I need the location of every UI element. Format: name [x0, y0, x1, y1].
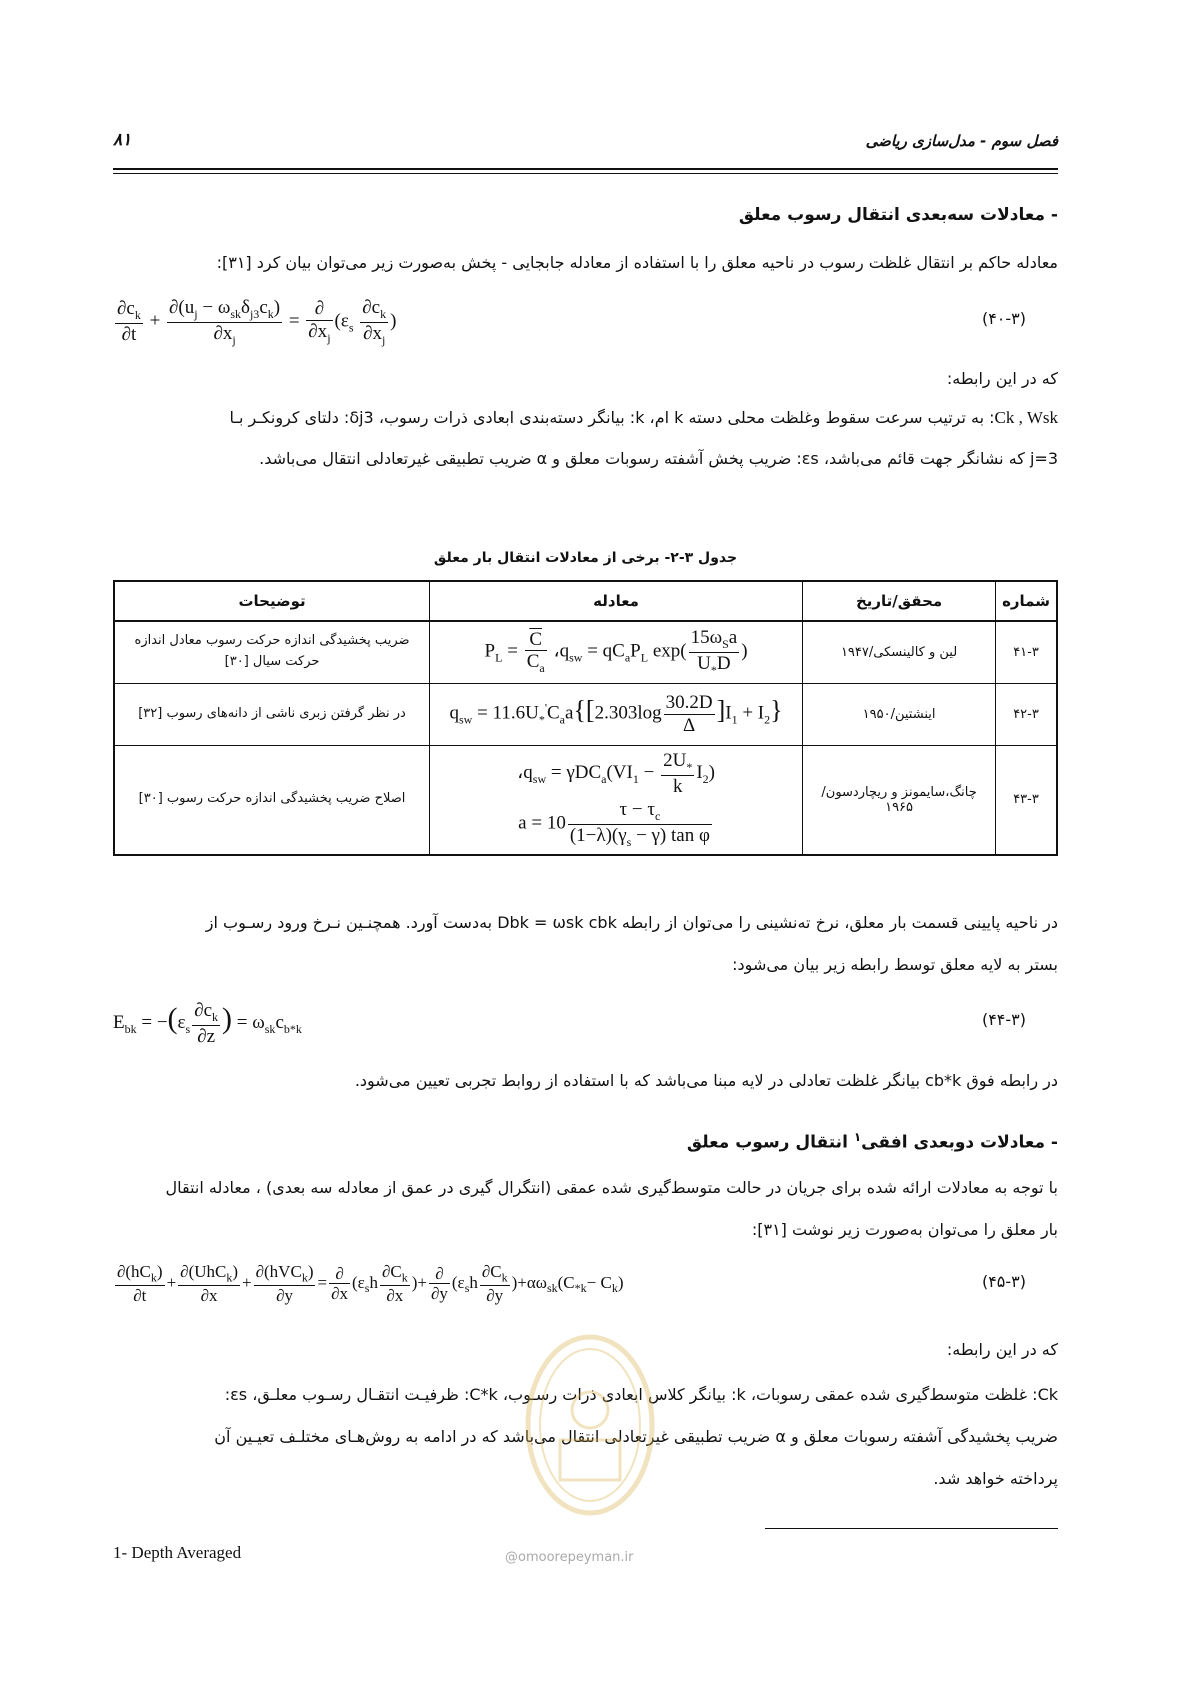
definition-symbols: Ck , Wsk	[994, 408, 1058, 427]
row-description: اصلاح ضریب پخشیدگی اندازه حرکت رسوب [۳۰]	[114, 745, 430, 855]
para2-line1: در ناحیه پایینی قسمت بار معلق، نرخ ته‌نشینی را می‌توان از رابطه Dbk = ωsk cbk به‌دست آورد. همچنـین نـرخ ورود رسـوب از	[205, 913, 1058, 932]
row-equation	[430, 683, 803, 745]
column-header: محقق/تاریخ	[803, 581, 996, 621]
table-caption: جدول ۳-۲- برخی از معادلات انتقال بار معلق	[433, 550, 738, 566]
row-description: ضریب پخشیدگی اندازه حرکت رسوب معادل اندازه حرکت سیال [۳۰]	[114, 621, 430, 683]
footnote: 1- Depth Averaged	[113, 1543, 242, 1562]
running-head	[113, 128, 1058, 170]
where-label-2: که در این رابطه:	[946, 1340, 1058, 1359]
section2-def-line1: Ck: غلظت متوسط‌گیری شده عمقی رسوبات، k: بیانگر کلاس ابعادی ذرات رسـوب، C*k: ظرفیـت انتقـال رسـوب معلـق، εs:	[224, 1385, 1058, 1404]
equation-45-3-body: $\frac{\partial(hC_k)}{\partial t}$ + $\frac{\partial(UhC_k)}{\partial x}$ + $\frac{\partial(hVC_k)}{\partial y}$ = $\frac{\partial}{\partial x}$ ($\varepsilon_sh$ $\frac{\partial C_k}{\partial x}$ )+ $\frac{\partial}{\partial y}$ ($\varepsilon_sh$ $\frac{\partial C_k}{\partial y}$ )$+\alpha\omega_{sk}(C_{*k}- C_k)$	[117, 1262, 624, 1306]
page-number: ۸۱	[113, 130, 132, 150]
table-row	[114, 745, 1057, 855]
equation-43-3-a: a = 10 $\frac{\tau - \tau_c}{(1-\lambda)(\gamma_s - \gamma) \tan \varphi}$	[518, 799, 710, 849]
footnote-marker: ۱	[853, 1130, 862, 1144]
row-equation	[430, 621, 803, 683]
section2-intro-line2: بار معلق را می‌توان به‌صورت زیر نوشت [۳۱]:	[751, 1220, 1058, 1239]
equation-40-3-body: $\frac{\partial c_k}{\partial t}$ + $\frac{\partial(u_j - \omega_{sk}\delta_{j3}c_k)}{\partial x_j}$ = $\frac{\partial}{\partial x_j}$ ($\varepsilon_s$ $\frac{\partial c_k}{\partial x_j}$ )	[117, 297, 397, 347]
table-header-row	[114, 581, 1057, 621]
row-equation	[430, 745, 803, 855]
section2-intro-line1: با توجه به معادلات ارائه شده برای جریان در حالت متوسط‌گیری شده عمقی (انتگرال گیری در عمق از معادله سه بعدی) ، معادله انتقال	[165, 1178, 1058, 1197]
equations-table	[113, 580, 1058, 856]
para2-line2: بستر به لایه معلق توسط رابطه زیر بیان می‌شود:	[732, 955, 1058, 974]
equation-number: (۴۴-۳)	[981, 1010, 1026, 1029]
equation-42-3: $q_{sw} = 11.6U_*'C_aa\{[2.303\log$ $\frac{30.2D}{\Delta}$ ]$I_1 + I_2$}	[449, 691, 783, 736]
equation-43-3: $،q_{sw} = \gamma DC_a(VI_1$ − $\frac{2U_*}{k}$ $I_2$)	[517, 749, 715, 797]
section2-def-line3: پرداخته خواهد شد.	[933, 1469, 1058, 1488]
equation-40-3	[113, 297, 1058, 357]
row-author: لین و کالینسکی/۱۹۴۷	[803, 621, 996, 683]
equation-45-3	[113, 1262, 1058, 1322]
equation-44-3	[113, 1000, 1058, 1060]
section-heading-3d: - معادلات سه‌بعدی انتقال رسوب معلق	[738, 205, 1058, 225]
section2-heading-text: - معادلات دوبعدی افقی	[861, 1132, 1058, 1153]
row-description: در نظر گرفتن زبری ناشی از دانه‌های رسوب [۳۲]	[114, 683, 430, 745]
row-author: اینشتین/۱۹۵۰	[803, 683, 996, 745]
column-header: توضیحات	[114, 581, 430, 621]
watermark-url: @omoorepeyman.ir	[505, 1550, 634, 1565]
where-label: که در این رابطه:	[946, 369, 1058, 388]
column-header: شماره	[996, 581, 1057, 621]
equation-number: (۴۰-۳)	[981, 309, 1026, 328]
equation-number: (۴۵-۳)	[981, 1272, 1026, 1291]
running-title: فصل سوم - مدل‌سازی ریاضی	[865, 132, 1058, 150]
definition-line-2: j=3 که نشانگر جهت قائم می‌باشد، εs: ضریب پخش آشفته رسوبات معلق و α ضریب تطبیقی غیرتعادلی انتقال می‌باشد.	[259, 449, 1058, 468]
equation-41-3: $P_L$ = $\frac{\overline{C}}{C_a}$ $،q_{sw} = qC_aP_L$ exp( $\frac{15\omega_Sa}{U_*D}$ )	[484, 627, 748, 677]
section1-intro: معادله حاکم بر انتقال غلظت رسوب در ناحیه معلق را با استفاده از معادله جابجایی - پخش به‌صورت زیر می‌توان بیان کرد [۳۱]:	[216, 253, 1058, 272]
footnote-rule	[765, 1528, 1058, 1529]
row-number: ۴۲-۳	[996, 683, 1057, 745]
equation-44-3-body: $E_{bk} = -(\varepsilon_s$ $\frac{\partial c_k}{\partial z}$ ) = $\omega_{sk}c_{b*k}$	[113, 1000, 302, 1047]
definition-text: : به ترتیب سرعت سقوط وغلظت محلی دسته k ام، k: بیانگر دسته‌بندی ابعادی ذرات رسوب، δj3: دلتای کرونکـر بـا	[229, 408, 995, 427]
para2-after: در رابطه فوق cb*k بیانگر غلظت تعادلی در لایه مبنا می‌باشد که با استفاده از روابط تجربی تعیین می‌شود.	[354, 1071, 1058, 1090]
table-row	[114, 683, 1057, 745]
section-heading-2d	[687, 1130, 1058, 1153]
row-number: ۴۳-۳	[996, 745, 1057, 855]
section2-def-line2: ضریب پخشیدگی آشفته رسوبات معلق و α ضریب تطبیقی غیرتعادلی انتقال می‌باشد که در ادامه به روش‌هـای مختلـف تعیـین آن	[214, 1427, 1058, 1446]
row-number: ۴۱-۳	[996, 621, 1057, 683]
section2-heading-tail: انتقال رسوب معلق	[686, 1132, 854, 1153]
table-row	[114, 621, 1057, 683]
column-header: معادله	[430, 581, 803, 621]
row-author: چانگ،سایمونز و ریچاردسون/۱۹۶۵	[803, 745, 996, 855]
definition-line-1	[113, 404, 1058, 431]
watermark-logo	[520, 1330, 660, 1530]
